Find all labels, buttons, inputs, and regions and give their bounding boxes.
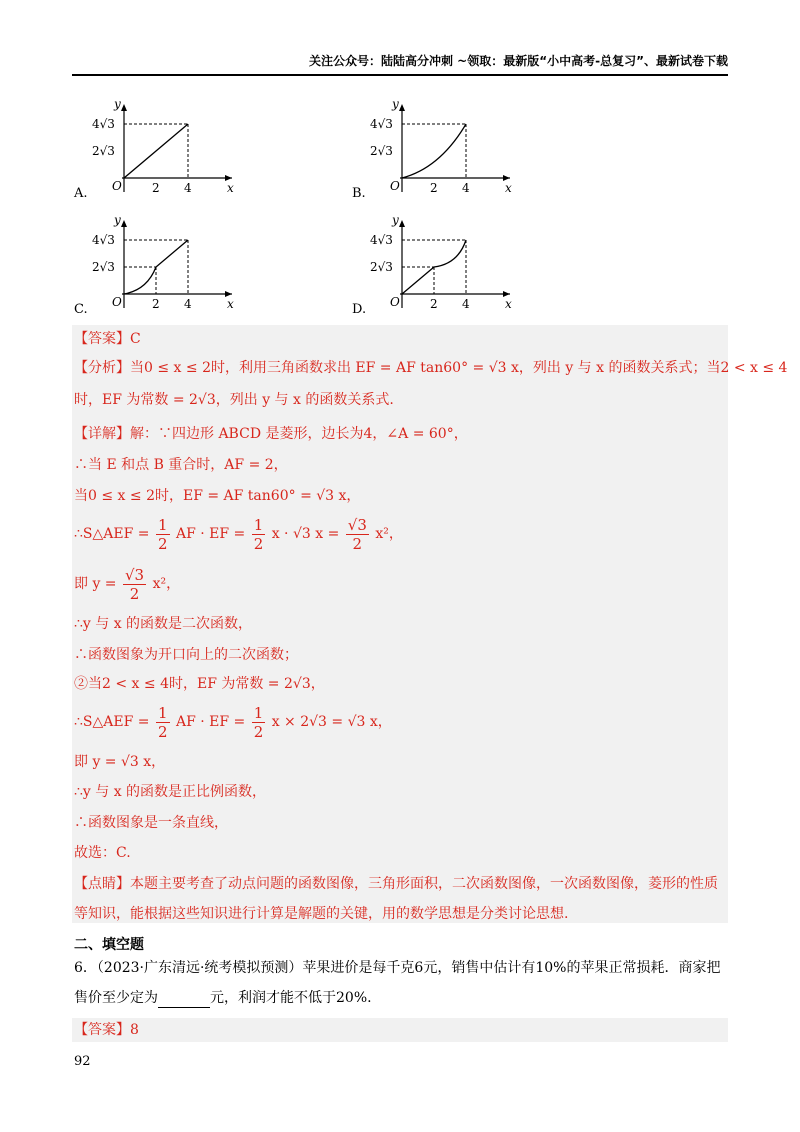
detail-line-2: ∴当 E 和点 B 重合时，AF = 2， [74,457,288,473]
y-label: y [114,213,121,227]
graph-curve [402,124,466,178]
y-label: y [392,97,399,111]
tick-2sqrt3: 2√3 [92,144,115,158]
graph-option-b [370,96,520,196]
tick-4: 4 [462,181,470,195]
origin-label: O [390,295,400,309]
detail-line-3: 当0 ≤ x ≤ 2时，EF = AF tan60° = √3 x， [74,488,361,504]
area-part-b: x · √3 x = [271,526,340,542]
section-title: 二、填空题 [74,937,144,953]
detail-line-8: ②当2 < x ≤ 4时，EF 为常数 = 2√3， [74,676,325,692]
question-6-line-1: 6．（2023·广东清远·统考模拟预测）苹果进价是每千克6元，销售中估计有10%的苹果正常损耗．商家把 [74,960,721,976]
tick-4sqrt3: 4√3 [370,233,393,247]
graph-option-c [92,212,242,312]
detail-line-13: 故选：C. [74,845,131,861]
comment-tag: 【点睛】 [74,876,130,892]
analysis-line-2: 时，EF 为常数 = 2√3，列出 y 与 x 的函数关系式. [74,392,394,408]
detail-line-1 [74,424,468,444]
analysis-line-1 [74,358,787,378]
detail-line-11: ∴y 与 x 的函数是正比例函数， [74,784,267,800]
fraction-half: $\frac{1}{2}$ [253,515,264,553]
tick-2sqrt3: 2√3 [92,260,115,274]
y-axis-arrow [399,220,405,227]
fraction-half: $\frac{1}{2}$ [157,703,168,741]
detail-line-10: 即 y = √3 x， [74,754,166,770]
answer-blank[interactable] [158,993,210,1008]
area-part-c: x²， [375,526,403,542]
fraction-half: $\frac{1}{2}$ [253,703,264,741]
area2-prefix: ∴S△AEF = [74,714,150,730]
comment-line-2: 等知识，能根据这些知识进行计算是解题的关键，用的数学思想是分类讨论思想. [74,906,569,922]
answer-value: C [130,331,141,347]
detail-line-12: ∴函数图象是一条直线， [74,815,228,831]
origin-label: O [112,179,122,193]
tick-4sqrt3: 4√3 [92,233,115,247]
graph-option-d [370,212,520,312]
area-part-a: AF · EF = [175,526,246,542]
page-number: 92 [74,1054,91,1069]
detail-line-9 [74,702,392,742]
origin-label: O [112,295,122,309]
tick-4: 4 [462,297,470,311]
option-b-label: B. [352,186,366,201]
analysis-tag: 【分析】 [74,360,130,376]
tick-2: 2 [430,181,438,195]
option-c-label: C. [74,302,88,317]
tick-2sqrt3: 2√3 [370,260,393,274]
header-text: 关注公众号：陆陆高分冲刺 ~领取：最新版“小中高考-总复习”、最新试卷下载 [309,54,728,68]
fraction-sqrt3-half: $\frac{√3}{2}$ [125,565,145,603]
answer-2-value: 8 [130,1022,139,1038]
question-6-text-b: 元，利润才能不低于20%. [210,990,372,1006]
y-axis-arrow [121,104,127,111]
graph-curve [402,240,466,294]
tick-4sqrt3: 4√3 [92,117,115,131]
tick-4sqrt3: 4√3 [370,117,393,131]
detail-line-6: ∴y 与 x 的函数是二次函数， [74,616,253,632]
detail-line-5 [74,564,180,604]
x-label: x [227,297,234,311]
fraction-half: $\frac{1}{2}$ [157,515,168,553]
analysis-text-1: 当0 ≤ x ≤ 2时，利用三角函数求出 EF = AF tan60° = √3 x，列出 y 与 x 的函数关系式；当2 < x ≤ 4 [130,360,788,376]
graph-option-a [92,96,242,196]
origin-label: O [390,179,400,193]
answer-line [74,329,141,349]
answer-2-block [72,1018,728,1042]
x-label: x [227,181,234,195]
tick-4: 4 [184,181,192,195]
tick-2: 2 [152,181,160,195]
page-header [72,52,728,76]
y-suffix: x²， [152,576,181,592]
graph-curve [124,124,188,178]
option-a-label: A. [74,186,88,201]
y-prefix: 即 y = [74,576,117,592]
y-label: y [392,213,399,227]
area-prefix: ∴S△AEF = [74,526,150,542]
y-axis-arrow [399,104,405,111]
area2-part-b: x × 2√3 = √3 x， [271,714,392,730]
y-axis-arrow [121,220,127,227]
comment-text-1: 本题主要考查了动点问题的函数图像，三角形面积，二次函数图像，一次函数图像，菱形的性质 [130,876,718,892]
question-6-line-2 [74,988,372,1008]
area2-part-a: AF · EF = [175,714,246,730]
answer-2-line [74,1020,139,1040]
tick-4: 4 [184,297,192,311]
answer-tag: 【答案】 [74,331,130,347]
option-d-label: D. [352,302,367,317]
graph-curve [124,240,188,294]
detail-tag: 【详解】 [74,426,130,442]
fraction-sqrt3-half: $\frac{√3}{2}$ [347,515,367,553]
tick-2sqrt3: 2√3 [370,144,393,158]
x-label: x [505,181,512,195]
tick-2: 2 [152,297,160,311]
comment-line-1 [74,874,718,894]
answer-2-tag: 【答案】 [74,1022,130,1038]
tick-2: 2 [430,297,438,311]
question-6-text-a: 售价至少定为 [74,990,158,1006]
y-label: y [114,97,121,111]
detail-line-7: ∴函数图象为开口向上的二次函数； [74,647,298,663]
x-label: x [505,297,512,311]
detail-line-4 [74,514,403,554]
detail-text-1: 解：∵四边形 ABCD 是菱形，边长为4，∠A = 60°， [130,426,468,442]
